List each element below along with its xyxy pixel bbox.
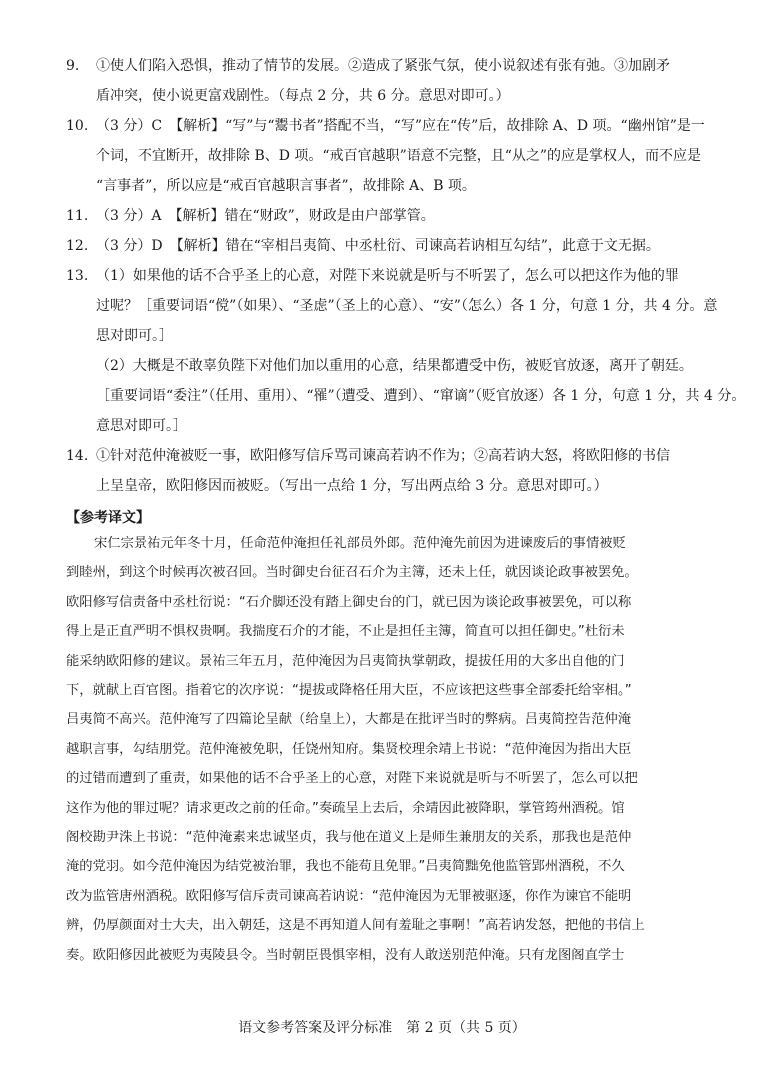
question-number: 12. (66, 238, 89, 254)
answer-line: （3 分）A 【解析】错在“财政”，财政是由户部掌管。 (96, 208, 435, 224)
translation-line: 奏。欧阳修因此被贬为夷陵县令。当时朝臣畏惧宰相，没有人敢送别范仲淹。只有龙图阁直学士 (66, 947, 625, 963)
answer-line: 意思对即可。］ (96, 418, 187, 434)
answer-q11 (66, 201, 710, 231)
question-number: 10. (66, 118, 89, 134)
translation-line: 得上是正直严明不惧权贵啊。我揣度石介的才能，不止是担任主簿，简直可以担任御史。”杜衍未 (66, 624, 625, 640)
translation-line: 辨，仍厚颜面对士大夫，出入朝廷，这是不再知道人间有羞耻之事啊！”高若讷发怒，把他的书信上 (66, 918, 645, 934)
question-number: 13. (66, 268, 89, 284)
translation-line: 阁校勘尹洙上书说：“范仲淹素来忠诚坚贞，我与他在道义上是师生兼朋友的关系，那我也是范仲 (66, 830, 632, 846)
translation-line: 吕夷简不高兴。范仲淹写了四篇论呈献（给皇上），大都是在批评当时的弊病。吕夷简控告范仲淹 (66, 712, 632, 728)
answer-line: ①使人们陷入恐惧，推动了情节的发展。②造成了紧张气氛，使小说叙述有张有弛。③加剧矛 (96, 58, 670, 74)
answer-line: （2）大概是不敢辜负陛下对他们加以重用的心意，结果都遭受中伤，被贬官放逐，离开了朝廷。 (96, 358, 693, 374)
answer-line: 过呢？［重要词语“傥”（如果）、“圣虑”（圣上的心意）、“安”（怎么）各 1 分，句意 1 分，共 4 分。意 (96, 298, 718, 314)
page-footer: 语文参考答案及评分标准 第 2 页（共 5 页） (238, 1020, 526, 1036)
answer-q14 (66, 441, 710, 501)
question-number: 9. (66, 58, 80, 74)
answer-line: （3 分）D 【解析】错在“宰相吕夷简、中丞杜衍、司谏高若讷相互勾结”，此意于文无据。 (96, 238, 660, 254)
reference-translation-heading: 【参考译文】 (66, 510, 150, 526)
translation-line: 下，就献上百官图。指着它的次序说：“提拔或降格任用大臣，不应该把这些事全部委托给宰相。” (66, 683, 632, 699)
answer-line: （3 分）C 【解析】“写”与“鬻书者”搭配不当，“写”应在“传”后，故排除 A、D 项。“幽州馆”是一 (96, 118, 705, 134)
translation-line: 改为监管唐州酒税。欧阳修写信斥责司谏高若讷说：“范仲淹因为无罪被驱逐，你作为谏官不能明 (66, 888, 632, 904)
translation-line: 这作为他的罪过呢？请求更改之前的任命。”奏疏呈上去后，余靖因此被降职，掌管筠州酒税。馆 (66, 800, 625, 816)
question-number: 14. (66, 448, 89, 464)
translation-line: 欧阳修写信责备中丞杜衍说：“石介脚还没有踏上御史台的门，就已因为谈论政事被罢免，可以称 (66, 594, 632, 610)
answer-section (66, 51, 746, 533)
answer-line: ［重要词语“委注”（任用、重用）、“罹”（遭受、遭到）、“窜谪”（贬官放逐）各 1 分，句意 1 分，共 4 分。 (96, 388, 746, 404)
translation-line: 越职言事，勾结朋党。范仲淹被免职，任饶州知府。集贤校理余靖上书说：“范仲淹因为指出大臣 (66, 741, 632, 757)
translation-line: 能采纳欧阳修的建议。景祐三年五月，范仲淹因为吕夷简执掌朝政，提拔任用的大多出自他的门 (66, 653, 625, 669)
answer-line: “言事者”，所以应是“戒百官越职言事者”，故排除 A、B 项。 (96, 178, 476, 194)
answer-q13 (66, 261, 746, 441)
answer-line: 上呈皇帝，欧阳修因而被贬。（写出一点给 1 分，写出两点给 3 分。意思对即可。） (96, 478, 608, 494)
translation-line: 到睦州，到这个时候再次被召回。当时御史台征召石介为主簿，还未上任，就因谈论政事被罢免。 (66, 565, 638, 581)
translation-line: 的过错而遭到了重责，如果他的话不合乎圣上的心意，对陛下来说就是听与不听罢了，怎么可以把 (66, 771, 638, 787)
answer-q12 (66, 231, 710, 261)
answer-q9 (66, 51, 710, 111)
answer-line: ①针对范仲淹被贬一事，欧阳修写信斥骂司谏高若讷不作为；②高若讷大怒，将欧阳修的书信 (96, 448, 670, 464)
answer-line: （1）如果他的话不合乎圣上的心意，对陛下来说就是听与不听罢了，怎么可以把这作为他的罪 (96, 268, 679, 284)
translation-line: 宋仁宗景祐元年冬十月，任命范仲淹担任礼部员外郎。范仲淹先前因为进谏废后的事情被贬 (94, 536, 626, 551)
translation-line: 淹的党羽。如今范仲淹因为结党被治罪，我也不能苟且免罪。”吕夷简黜免他监管郢州酒税，不久 (66, 859, 625, 875)
question-number: 11. (66, 208, 89, 224)
reference-translation (66, 529, 710, 970)
answer-line: 个词，不宜断开，故排除 B、D 项。“戒百官越职”语意不完整，且“从之”的应是掌权人，而不应是 (96, 148, 702, 164)
answer-line: 思对即可。］ (96, 328, 173, 344)
answer-q10 (66, 111, 710, 201)
answer-line: 盾冲突，使小说更富戏剧性。（每点 2 分，共 6 分。意思对即可。） (96, 88, 510, 104)
